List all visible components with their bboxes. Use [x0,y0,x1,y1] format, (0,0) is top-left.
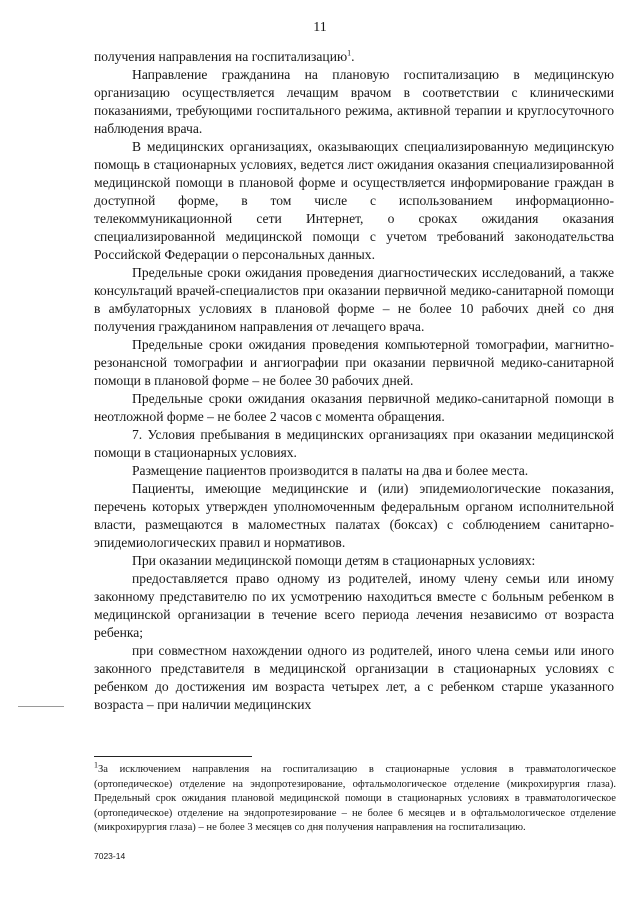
footnote [94,760,616,836]
footnote-ref: 1 [347,48,352,58]
scan-artifact-line [18,706,64,707]
paragraph-joint-stay: при совместном нахождении одного из родителей, иного члена семьи или иного законного представителя в медицинской организации в стационарных условиях с ребенком до достижения им возраста четырех лет, а с ребенком старше указанного возраста – при наличии медицинских [94,643,614,712]
footnote-text: За исключением направления на госпитализацию в стационарные условия в травматологическое (ортопедическое) отделение на эндопротезирование, офтальмологическое отделение (микрохирургия глаза). Предельный срок ожидания плановой медицинской помощи в стационарных условиях в травматологическое (ортопедическое) отделение на эндопротезирование – не более 6 месяцев и в офтальмологическое отделение (микрохирургия глаза) – не более 3 месяцев со дня получения направления на госпитализацию. [94,764,616,834]
paragraph-continuation: получения направления на госпитализацию$^1$. [94,48,355,64]
paragraph-diagnostics-terms: Предельные сроки ожидания проведения диагностических исследований, а также консультаций врачей-специалистов при оказании первичной медико-санитарной помощи в амбулаторных условиях в плановой форме – не более 10 рабочих дней со дня получения гражданином направления от лечащего врача. [94,265,614,334]
paragraph-ward-placement: Размещение пациентов производится в палаты на два и более места. [132,463,529,478]
body-text [94,48,614,714]
page-number: 11 [313,20,327,35]
footnote-marker: 1 [94,760,98,770]
footnote-divider [94,756,252,757]
paragraph-children-intro: При оказании медицинской помощи детям в стационарных условиях: [132,553,536,568]
paragraph-small-wards: Пациенты, имеющие медицинские и (или) эпидемиологические показания, перечень которых утвержден уполномоченным федеральным органом исполнительной власти, размещаются в маломестных палатах (боксах) с соблюдением санитарно-эпидемиологических правил и нормативов. [94,481,614,550]
paragraph-tomography-terms: Предельные сроки ожидания проведения компьютерной томографии, магнитно-резонансной томографии и ангиографии при оказании первичной медико-санитарной помощи в плановой форме – не более 30 рабочих дней. [94,337,614,388]
document-code: 7023-14 [94,851,126,861]
paragraph-referral: Направление гражданина на плановую госпитализацию в медицинскую организацию осуществляется лечащим врачом в соответствии с клиническими показаниями, требующими госпитального режима, активной терапии и круглосуточного наблюдения врача. [94,67,614,136]
paragraph-parent-right: предоставляется право одному из родителей, иному члену семьи или иному законному представителю по их усмотрению находиться вместе с больным ребенком в медицинской организации в течение всего периода лечения независимо от возраста ребенка; [94,571,614,640]
section-heading-7: 7. Условия пребывания в медицинских организациях при оказании медицинской помощи в стационарных условиях. [94,427,614,460]
paragraph-urgent-terms: Предельные сроки ожидания оказания первичной медико-санитарной помощи в неотложной форме – не более 2 часов с момента обращения. [94,391,614,424]
paragraph-waiting-list: В медицинских организациях, оказывающих специализированную медицинскую помощь в стационарных условиях, ведется лист ожидания оказания специализированной медицинской помощи в плановой форме и осуществляется информирование граждан в доступной форме, в том числе с использованием информационно-телекоммуникационной сети Интернет, о сроках ожидания оказания специализированной медицинской помощи с учетом требований законодательства Российской Федерации о персональных данных. [94,139,614,262]
